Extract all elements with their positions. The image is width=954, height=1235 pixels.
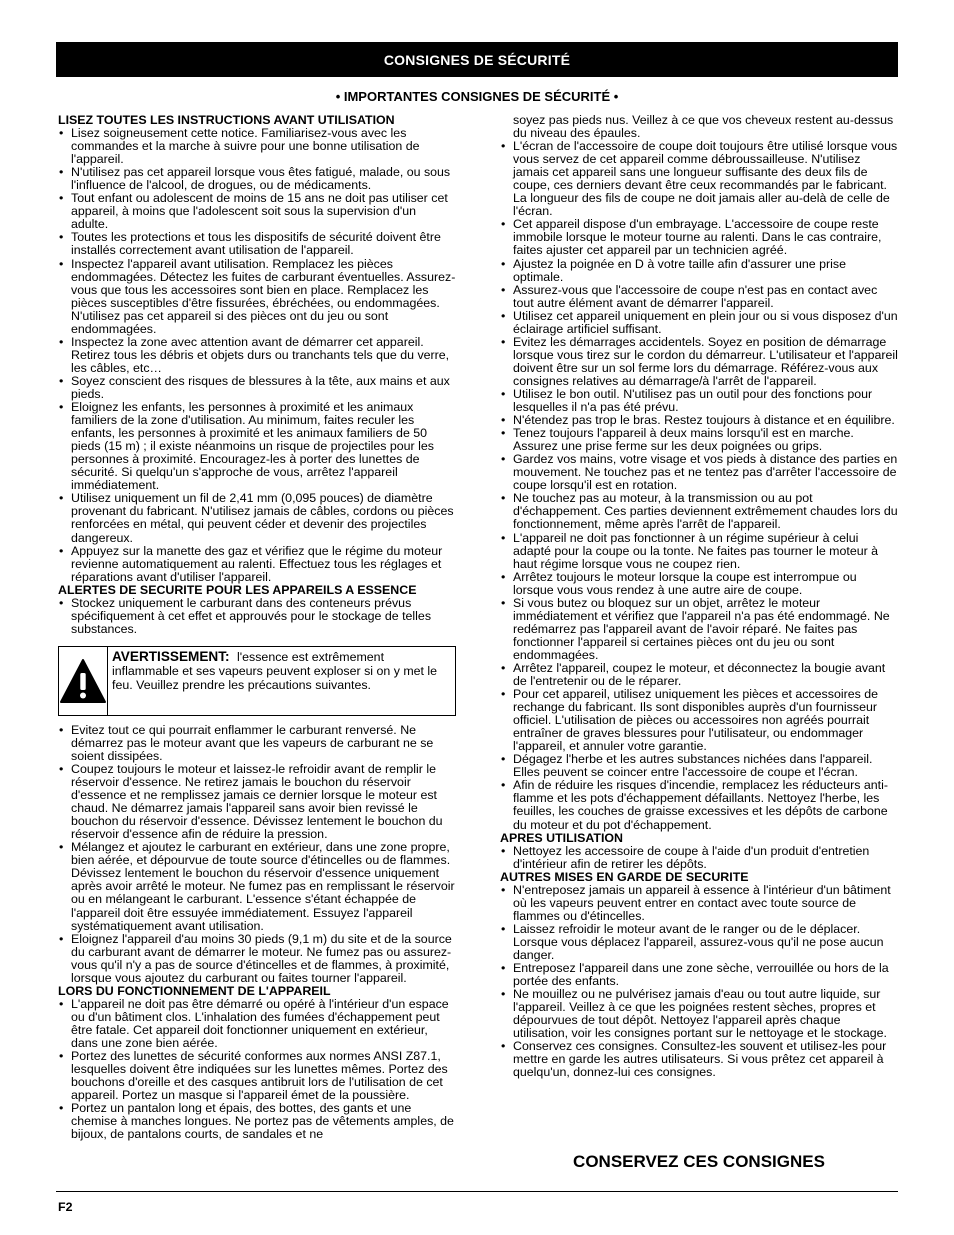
list-item: • Soyez conscient des risques de blessures à la tête, aux mains et aux pieds. xyxy=(58,375,456,401)
warning-icon-cell xyxy=(59,647,108,715)
continuation-text: soyez pas pieds nus. Veillez à ce que vos cheveux restent au-dessus du niveau des épaules. xyxy=(513,113,894,141)
list-item: • Lisez soigneusement cette notice. Familiarisez-vous avec les commandes et la marche à suivre pour une bonne utilisation de l'appareil. xyxy=(58,127,456,166)
list-item: • Utilisez cet appareil uniquement en plein jour ou si vous disposez d'un éclairage artificiel suffisant. xyxy=(500,310,898,336)
warning-text: l'essence est extrêmement inflammable et ses vapeurs peuvent exploser si on y met le feu. Veuillez prendre les précautions suivantes. xyxy=(112,649,438,692)
section-title: CONSIGNES DE SÉCURITÉ xyxy=(383,51,571,68)
list-alertes xyxy=(58,597,456,636)
list-item: • Laissez refroidir le moteur avant de le ranger ou de le déplacer. Lorsque vous déplacez l'appareil, assurez-vous qu'il ne pose aucun danger. xyxy=(500,923,898,962)
list-item: • Eloignez l'appareil d'au moins 30 pieds (9,1 m) du site et de la source du carburant avant de démarrer le moteur. Ne fumez pas ou assurez-vous qu'il n'y a pas de source d'étincelles et de flammes, à proximité, lorsque vous ajoutez du carburant ou faites tourner l'appareil. xyxy=(58,933,456,985)
left-column xyxy=(58,114,456,1141)
list-item: • Cet appareil dispose d'un embrayage. L'accessoire de coupe reste immobile lorsque le moteur tourne au ralenti. Dans le cas contraire, faites ajuster cet appareil par un technicien agréé. xyxy=(500,218,898,257)
list-item: • Nettoyez les accessoire de coupe à l'aide d'un produit d'entretien d'intérieur afin de retirer les dépôts. xyxy=(500,845,898,871)
list-item: • L'appareil ne doit pas être démarré ou opéré à l'intérieur d'un espace ou d'un bâtiment clos. L'inhalation des fumées d'échappement peut être fatale. Cet appareil doit fonctionner uniquement en extérieur, dans une zone bien aérée. xyxy=(58,998,456,1050)
list-item: • Conservez ces consignes. Consultez-les souvent et utilisez-les pour mettre en garde les autres utilisateurs. Si vous prêtez cet appareil à quelqu'un, donnez-lui ces consignes. xyxy=(500,1040,898,1079)
section-heading-fonctionnement: LORS DU FONCTIONNEMENT DE L'APPAREIL xyxy=(58,983,331,998)
list-item: • L'écran de l'accessoire de coupe doit toujours être utilisé lorsque vous vous servez de cet appareil comme débroussailleuse. N'utilisez jamais cet appareil sans une longueur suffisante des deux fils de coupe, ces derniers devant être ceux recommandés par le fabricant. La longueur des fils de coupe ne doit jamais aller au-delà de celle de l'écran. xyxy=(500,140,898,218)
list-item: • Ajustez la poignée en D à votre taille afin d'assurer une prise optimale. xyxy=(500,258,898,284)
list-item: • Afin de réduire les risques d'incendie, remplacez les réducteurs anti-flamme et les pots d'échappement défaillants. Nettoyez l'herbe, les feuilles, les couches de graisse excessives et les dépôts de carbone du moteur et du pot d'échappement. xyxy=(500,779,898,831)
list-apres xyxy=(500,845,898,871)
list-item: • Utilisez le bon outil. N'utilisez pas un outil pour des fonctions pour lesquelles il n'a pas été prévu. xyxy=(500,388,898,414)
list-carburant xyxy=(58,724,456,985)
section-heading-apres: APRES UTILISATION xyxy=(500,830,623,845)
list-item: • Mélangez et ajoutez le carburant en extérieur, dans une zone propre, bien aérée, et dépourvue de toute source d'étincelles ou de flammes. Dévissez lentement le bouchon du réservoir d'essence uniquement après avoir arrêté le moteur. Ne fumez pas en remplissant le réservoir ou en mélangeant le carburant. L'essence s'étant échappée de l'appareil doit être essuyée immédiatement. Essuyez l'appareil systématiquement avant utilisation. xyxy=(58,841,456,932)
list-item: • Ne mouillez ou ne pulvérisez jamais d'eau ou tout autre liquide, sur l'appareil. Veillez à ce que les poignées restent sèches, propres et dépourvues de tout dépôt. Nettoyez l'appareil après chaque utilisation, voir les consignes portant sur le nettoyage et le stockage. xyxy=(500,988,898,1040)
list-fonctionnement-suite xyxy=(500,140,898,831)
list-item: • Arrêtez toujours le moteur lorsque la coupe est interrompue ou lorsque vous vous rendez à une autre aire de coupe. xyxy=(500,571,898,597)
list-item: • Utilisez uniquement un fil de 2,41 mm (0,095 pouces) de diamètre provenant du fabricant. N'utilisez jamais de câbles, cordons ou pièces renforcées en métal, qui peuvent céder et devenir des projectiles dangereux. xyxy=(58,492,456,544)
list-item: • Coupez toujours le moteur et laissez-le refroidir avant de remplir le réservoir d'essence. Ne retirez jamais le bouchon du réservoir d'essence et ne remplissez jamais ce dernier lorsque le moteur est chaud. Ne démarrez jamais l'appareil sans avoir bien revissé le bouchon du réservoir d'essence. Dévissez lentement le bouchon du réservoir d'essence afin de réduire la pression. xyxy=(58,763,456,841)
warning-text-block xyxy=(108,647,455,715)
list-item: • N'utilisez pas cet appareil lorsque vous êtes fatigué, malade, ou sous l'influence de l'alcool, de drogues, ou de médicaments. xyxy=(58,166,456,192)
warning-triangle-icon xyxy=(59,658,107,704)
list-item: • Tout enfant ou adolescent de moins de 15 ans ne doit pas utiliser cet appareil, à moins que l'adolescent soit sous la supervision d'un adulte. xyxy=(58,192,456,231)
footer-rule xyxy=(56,1191,898,1192)
list-item: • Appuyez sur la manette des gaz et vérifiez que le régime du moteur revienne automatiquement au ralenti. Effectuez tous les réglages et réparations avant d'utiliser l'appareil. xyxy=(58,545,456,584)
list-item: • Ne touchez pas au moteur, à la transmission ou au pot d'échappement. Ces parties deviennent extrêmement chaudes lors du fonctionnement, même après l'arrêt de l'appareil. xyxy=(500,492,898,531)
list-item: • Gardez vos mains, votre visage et vos pieds à distance des parties en mouvement. Ne touchez pas et ne tentez pas d'arrêter l'accessoire de coupe lorsqu'il est en rotation. xyxy=(500,453,898,492)
list-item: • Evitez les démarrages accidentels. Soyez en position de démarrage lorsque vous tirez sur le cordon du démarreur. L'utilisateur et l'appareil doivent être sur un sol ferme lors du démarrage. Référez-vous aux consignes relatives au démarrage/à l'arrêt de l'appareil. xyxy=(500,336,898,388)
list-item: • Stockez uniquement le carburant dans des conteneurs prévus spécifiquement à cet effet et approuvés pour le stockage de telles substances. xyxy=(58,597,456,636)
section-heading-alertes: ALERTES DE SECURITE POUR LES APPAREILS A ESSENCE xyxy=(58,582,417,597)
list-item: • Inspectez la zone avec attention avant de démarrer cet appareil. Retirez tous les débris et objets durs ou tranchants tels que du verre, les câbles, etc… xyxy=(58,336,456,375)
warning-label: AVERTISSEMENT: xyxy=(112,648,230,664)
right-column xyxy=(500,114,898,1079)
list-item: • Entreposez l'appareil dans une zone sèche, verrouillée ou hors de la portée des enfants. xyxy=(500,962,898,988)
subtitle: • IMPORTANTES CONSIGNES DE SÉCURITÉ • xyxy=(335,89,619,104)
list-item: • Dégagez l'herbe et les autres substances nichées dans l'appareil. Elles peuvent se coincer entre l'accessoire de coupe et l'écran. xyxy=(500,753,898,779)
page-number: F2 xyxy=(58,1200,73,1214)
list-item: • N'étendez pas trop le bras. Restez toujours à distance et en équilibre. xyxy=(500,414,898,427)
list-item: • Inspectez l'appareil avant utilisation. Remplacez les pièces endommagées. Détectez les fuites de carburant éventuelles. Assurez-vous que tous les accessoires sont bien en place. Remplacez les pièces susceptibles d'être fissurées, ébréchées, ou endommagées. N'utilisez pas cet appareil si des pièces ont du jeu ou sont endommagées. xyxy=(58,258,456,336)
list-lisez xyxy=(58,127,456,584)
list-item: • N'entreposez jamais un appareil à essence à l'intérieur d'un bâtiment où les vapeurs peuvent entrer en contact avec toute source de flammes ou d'étincelles. xyxy=(500,884,898,923)
list-item: • Assurez-vous que l'accessoire de coupe n'est pas en contact avec tout autre élément avant de démarrer l'appareil. xyxy=(500,284,898,310)
list-item: • Si vous butez ou bloquez sur un objet, arrêtez le moteur immédiatement et vérifiez que l'appareil n'a pas été endommagé. Ne redémarrez pas l'appareil avant de l'avoir réparé. Ne faites pas fonctionner l'appareil si certaines pièces ont du jeu ou sont endommagées. xyxy=(500,597,898,662)
list-autres xyxy=(500,884,898,1080)
section-heading-lisez: LISEZ TOUTES LES INSTRUCTIONS AVANT UTILISATION xyxy=(58,113,395,127)
section-heading-autres: AUTRES MISES EN GARDE DE SECURITE xyxy=(500,869,749,884)
list-item: • Toutes les protections et tous les dispositifs de sécurité doivent être installés correctement avant utilisation de l'appareil. xyxy=(58,231,456,257)
list-item: • Eloignez les enfants, les personnes à proximité et les animaux familiers de la zone d'utilisation. Au minimum, faites reculer les enfants, les personnes à proximité et les animaux familiers de 50 pieds (15 m) ; il existe néanmoins un risque de projectiles pour les personnes à proximité. Encouragez-les à porter des lunettes de sécurité. Si quelqu'un s'approche de vous, arrêtez l'appareil immédiatement. xyxy=(58,401,456,492)
warning-box xyxy=(58,646,456,716)
conserve-heading: CONSERVEZ CES CONSIGNES xyxy=(573,1152,825,1171)
list-item: • Tenez toujours l'appareil à deux mains lorsqu'il est en marche. Assurez une prise ferme sur les deux poignées ou grips. xyxy=(500,427,898,453)
list-item: • Portez un pantalon long et épais, des bottes, des gants et une chemise à manches longues. Ne portez pas de vêtements amples, de bijoux, de pantalons courts, de sandales et ne xyxy=(58,1102,456,1141)
list-fonctionnement xyxy=(58,998,456,1142)
list-item: • Evitez tout ce qui pourrait enflammer le carburant renversé. Ne démarrez pas le moteur avant que les vapeurs de carburant ne se soient dissipées. xyxy=(58,724,456,763)
list-item: • L'appareil ne doit pas fonctionner à un régime supérieur à celui adapté pour la coupe ou la tonte. Ne faites pas tourner le moteur à haut régime lorsque vous ne coupez rien. xyxy=(500,532,898,571)
list-item: • Arrêtez l'appareil, coupez le moteur, et déconnectez la bougie avant de l'entretenir ou de le réparer. xyxy=(500,662,898,688)
list-item: • Pour cet appareil, utilisez uniquement les pièces et accessoires de rechange du fabricant. Ils sont disponibles auprès d'un fournisseur officiel. L'utilisation de pièces ou accessoires non agréés pourrait entraîner de graves blessures pour l'utilisateur, ou endommager l'appareil, et annuler votre garantie. xyxy=(500,688,898,753)
list-item: • Portez des lunettes de sécurité conformes aux normes ANSI Z87.1, lesquelles doivent être indiquées sur les lunettes mêmes. Portez des bouchons d'oreille et des casques antibruit lors de l'utilisation de cet appareil. Portez un masque si l'appareil émet de la poussière. xyxy=(58,1050,456,1102)
section-header-bar xyxy=(56,42,898,77)
